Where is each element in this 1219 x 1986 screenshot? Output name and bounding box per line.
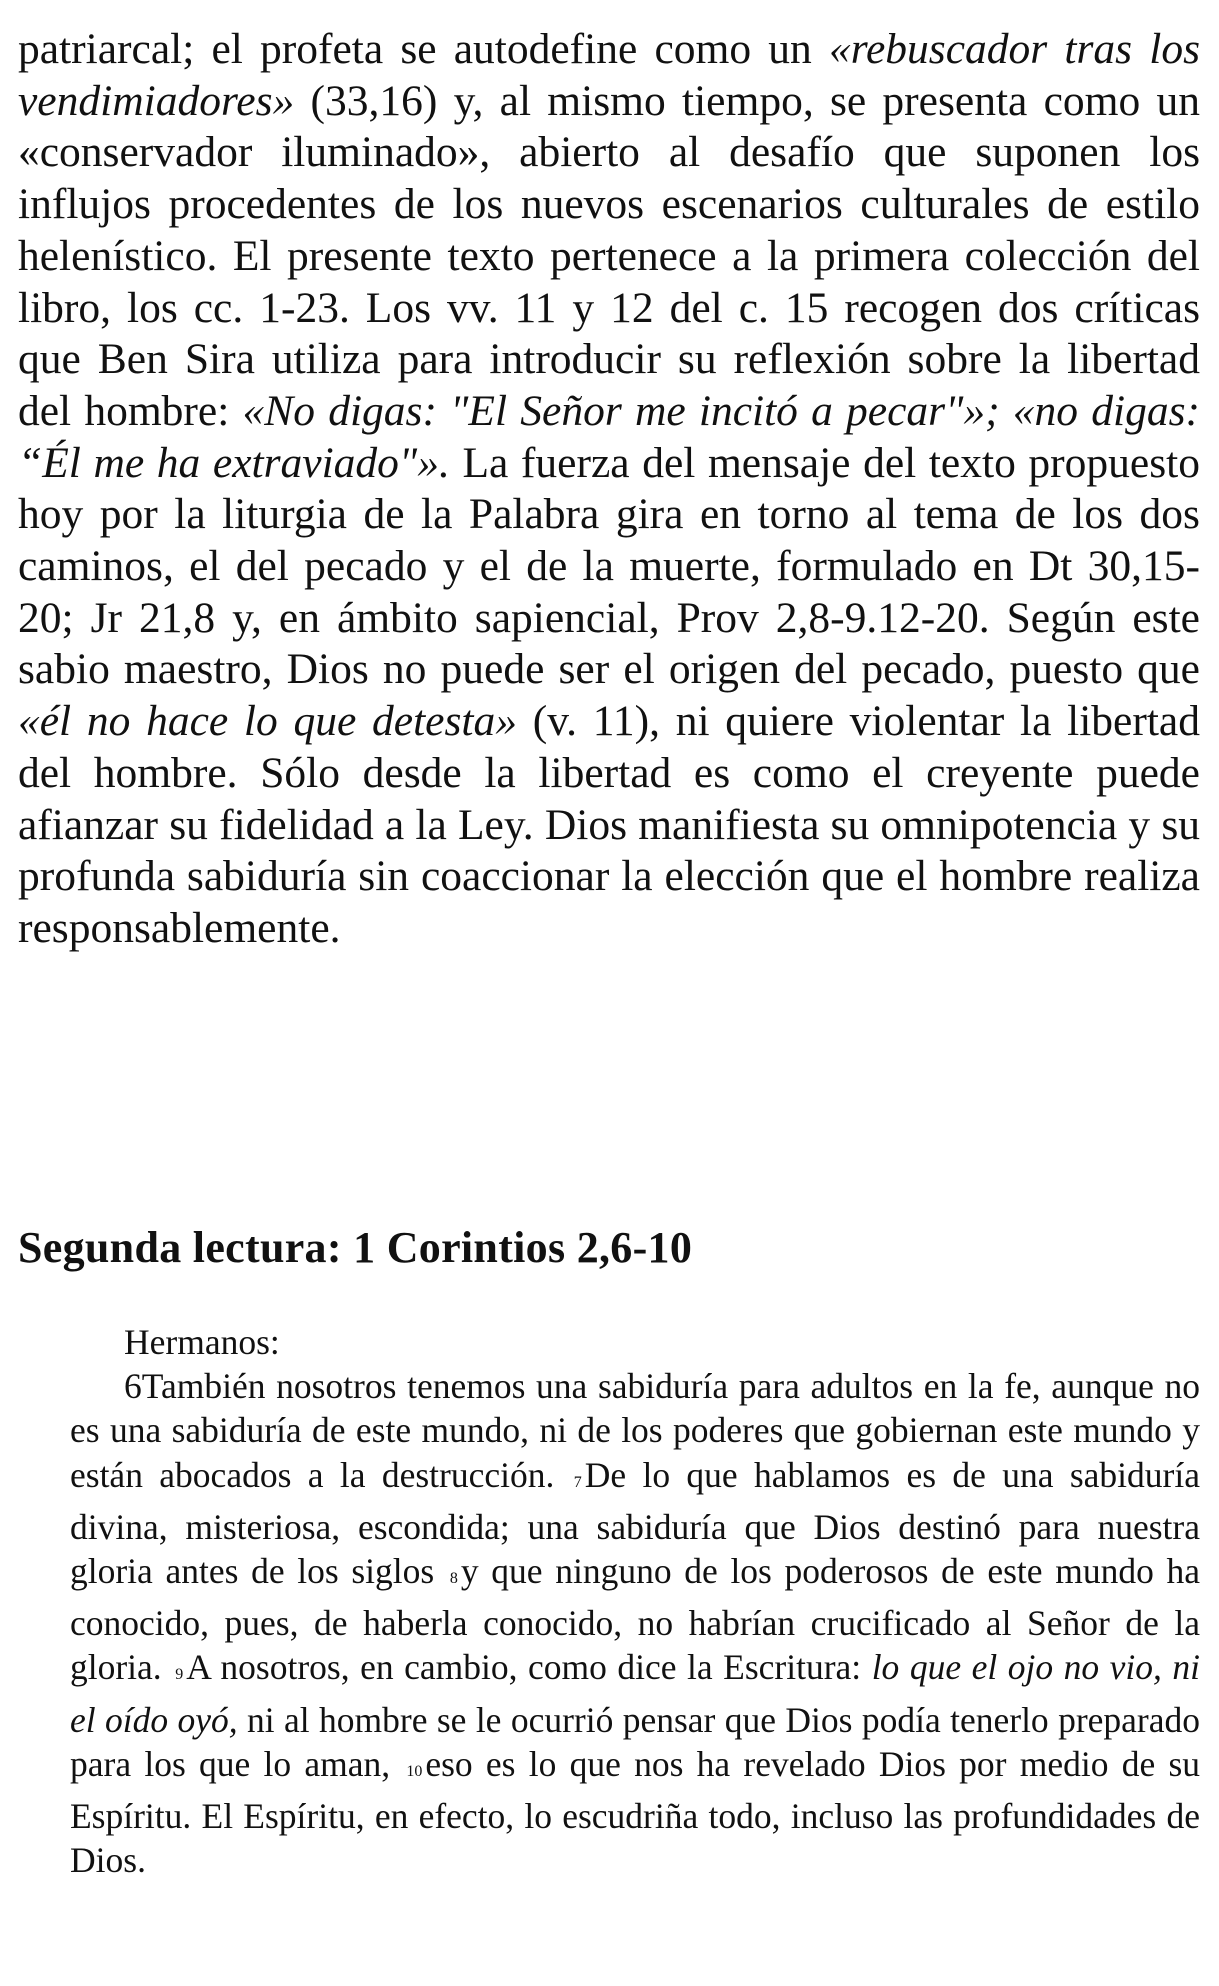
verse-number-10: 10 — [406, 1762, 423, 1780]
quote-detesta: «él no hace lo que detesta» — [18, 697, 517, 746]
verse-9: A nosotros, en cambio, como dice la Escritura: — [186, 1647, 872, 1688]
verse-8: y que ninguno de los poderosos de este mundo ha conocido, pues, de haberla conocido, no habrían crucificado al Señor de la gloria. — [70, 1551, 1200, 1688]
verse-10: eso es lo que nos ha revelado Dios por medio de su Espíritu. El Espíritu, en efecto, lo escudriña todo, incluso las profundidades de Dios. — [70, 1743, 1201, 1881]
reading-passage — [70, 1320, 1200, 1882]
verse-7: De lo que hablamos es de una sabiduría divina, misteriosa, escondida; una sabiduría que Dios destinó para nuestra gloria antes de los siglos — [70, 1454, 1200, 1592]
quote-no-digas: «No digas: "El Señor me incitó a pecar"»; «no digas: “Él me ha extraviado"». — [18, 386, 1200, 487]
quote-rebuscador: «rebuscador tras los vendimiadores» — [18, 25, 1200, 125]
commentary-paragraph — [18, 24, 1200, 955]
verse-number-7: 7 — [573, 1473, 582, 1491]
paragraph-text: La fuerza del mensaje del texto propuesto hoy por la liturgia de la Palabra gira en torno al tema de los dos caminos, el del pecado y el de la muerte, formulado en Dt 30,15-20; Jr 21,8 y, en ámbito sapiencial, Prov 2,8-9.12-20. Según este sabio maestro, Dios no puede ser el origen del pecado, puesto que — [18, 438, 1200, 694]
verse-9-cont: ni al hombre se le ocurrió pensar que Dios podía tenerlo preparado para los que lo aman, — [70, 1699, 1200, 1784]
reading-verses — [70, 1364, 1200, 1882]
scripture-quote: lo que el ojo no vio, ni el oído oyó, — [70, 1647, 1200, 1740]
verse-number-9: 9 — [175, 1666, 184, 1684]
verse-6: 6También nosotros tenemos una sabiduría para adultos en la fe, aunque no es una sabiduría de este mundo, ni de los poderes que gobiernan este mundo y están abocados a la destrucción. — [70, 1366, 1200, 1495]
paragraph-text: patriarcal; el profeta se autodefine como un — [18, 25, 829, 73]
section-heading: Segunda lectura: 1 Corintios 2,6-10 — [18, 1223, 693, 1272]
paragraph-text: (33,16) y, al mismo tiempo, se presenta como un «conservador iluminado», abierto al desafío que suponen los influjos procedentes de los nuevos escenarios culturales de estilo helenístico. El presente texto pertenece a la primera colección del libro, los cc. 1-23. Los vv. 11 y 12 del c. 15 recogen dos críticas que Ben Sira utiliza para introducir su reflexión sobre la libertad del hombre: — [18, 76, 1200, 435]
reading-greeting: Hermanos: — [124, 1322, 280, 1362]
paragraph-text: (v. 11), ni quiere violentar la libertad del hombre. Sólo desde la libertad es como el creyente puede afianzar su fidelidad a la Ley. Dios manifiesta su omnipotencia y su profunda sabiduría sin coaccionar la elección que el hombre realiza responsablemente. — [18, 697, 1200, 952]
verse-number-8: 8 — [449, 1570, 458, 1588]
